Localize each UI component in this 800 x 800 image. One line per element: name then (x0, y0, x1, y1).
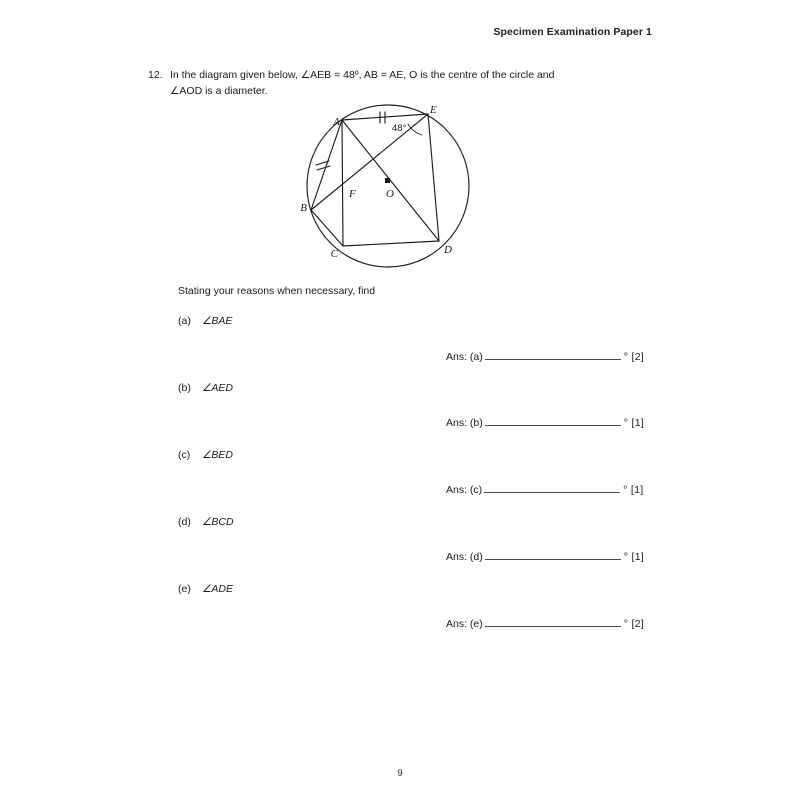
part-e-angle: ∠ADE (202, 583, 234, 595)
angle-arc-48 (408, 124, 422, 135)
part-a-key: (a) (178, 315, 191, 327)
question-stem-line-1: In the diagram given below, ∠AEB = 48º, AB = AE, O is the centre of the circle and (170, 69, 555, 81)
circle-geometry-diagram (280, 98, 500, 278)
part-c (178, 449, 233, 461)
vertex-label-C: C (330, 248, 338, 260)
part-d (178, 516, 234, 528)
vertex-label-D: D (444, 244, 452, 256)
part-c-angle: ∠BED (202, 449, 234, 461)
answer-row-b (446, 414, 644, 429)
answer-row-d (446, 548, 644, 563)
answer-input-a[interactable] (485, 348, 621, 360)
vertex-label-F: F (349, 188, 356, 200)
vertex-label-A: A (333, 116, 340, 128)
answer-row-e (446, 615, 644, 630)
answer-input-b[interactable] (485, 414, 621, 426)
segment-BC (311, 210, 343, 246)
answer-input-c[interactable] (484, 481, 620, 493)
segment-CD (343, 241, 439, 246)
answer-label-a: Ans: (a) (446, 351, 483, 363)
centre-point-O-dot (385, 178, 390, 183)
part-a (178, 315, 232, 327)
part-e (178, 583, 233, 595)
answer-label-d: Ans: (d) (446, 551, 483, 563)
answer-marks-d: ° [1] (623, 551, 645, 563)
segment-AD (342, 120, 439, 241)
tick-AB-2 (317, 166, 330, 170)
part-b (178, 382, 233, 394)
answer-label-c: Ans: (c) (446, 484, 483, 496)
vertex-label-B: B (300, 202, 307, 214)
answer-label-b: Ans: (b) (446, 417, 483, 429)
question-stem (148, 68, 628, 99)
running-header: Specimen Examination Paper 1 (493, 26, 652, 38)
answer-row-c (446, 481, 643, 496)
instruction-text: Stating your reasons when necessary, find (178, 285, 376, 297)
answer-marks-c: ° [1] (623, 484, 644, 496)
part-d-key: (d) (178, 516, 191, 528)
part-b-key: (b) (178, 382, 191, 394)
angle-label-48: 48° (392, 123, 407, 134)
part-a-angle: ∠BAE (202, 315, 233, 327)
part-c-key: (c) (178, 449, 191, 461)
answer-input-d[interactable] (485, 548, 621, 560)
answer-marks-e: ° [2] (623, 618, 645, 630)
question-stem-line-2: ∠AOD is a diameter. (170, 84, 268, 97)
question-number: 12. (148, 69, 163, 81)
diagram-svg (280, 98, 500, 278)
page-number: 9 (397, 768, 403, 779)
segment-AC (342, 120, 343, 246)
answer-marks-a: ° [2] (623, 351, 645, 363)
circle-outline (307, 105, 469, 267)
segment-ED (428, 114, 439, 241)
answer-row-a (446, 348, 644, 363)
centre-label-O: O (386, 188, 394, 200)
part-e-key: (e) (178, 583, 191, 595)
answer-input-e[interactable] (485, 615, 621, 627)
answer-marks-b: ° [1] (623, 417, 645, 429)
vertex-label-E: E (430, 104, 437, 116)
segment-BE (311, 114, 428, 210)
part-b-angle: ∠AED (202, 382, 234, 394)
part-d-angle: ∠BCD (202, 516, 234, 528)
answer-label-e: Ans: (e) (446, 618, 483, 630)
